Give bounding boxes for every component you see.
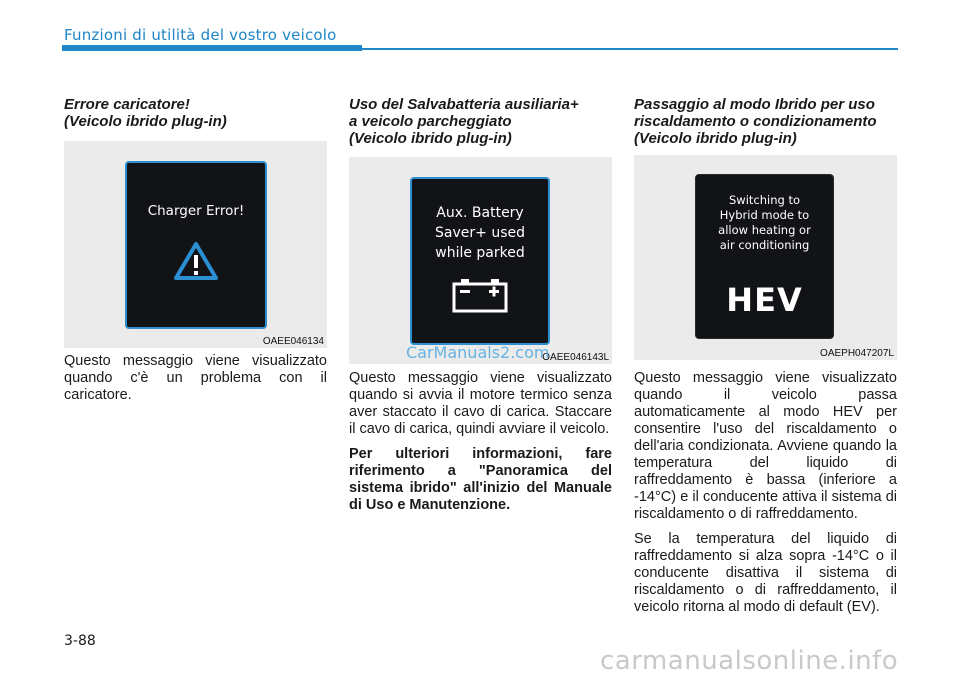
heading-line: Passaggio al modo Ibrido per uso	[634, 96, 875, 113]
section-title: Funzioni di utilità del vostro veicolo	[64, 26, 337, 44]
heading-charger-error	[64, 96, 327, 130]
figure-hybrid-mode	[634, 155, 897, 360]
body-hybrid-mode	[634, 370, 897, 624]
heading-aux-battery	[349, 96, 612, 147]
screen-line: Hybrid mode to	[719, 208, 810, 222]
heading-line: (Veicolo ibrido plug-in)	[64, 113, 227, 130]
heading-line: (Veicolo ibrido plug-in)	[634, 130, 797, 147]
screen-line: while parked	[435, 245, 525, 261]
screen-line: Switching to	[728, 193, 800, 207]
watermark-overlay: CarManuals2.com	[406, 343, 550, 362]
heading-line: riscaldamento o condizionamento	[634, 113, 877, 130]
note-paragraph: Per ulteriori informazioni, fare riferimento a "Panoramica del sistema ibrido" all'inizio del Manuale di Uso e Manutenzione.	[349, 446, 612, 513]
screen-message: Charger Error!	[147, 203, 245, 219]
figure-code: OAEE046143L	[542, 352, 609, 363]
figure-aux-battery	[349, 157, 612, 364]
paragraph: Se la temperatura del liquido di raffreddamento si alza sopra -14°C o il conducente disattiva il sistema di riscaldamento o di raffreddamento, il veicolo ritorna al modo di default (EV).	[634, 531, 897, 615]
paragraph: Questo messaggio viene visualizzato quando c'è un problema con il caricatore.	[64, 353, 327, 403]
cluster-screen	[695, 174, 834, 339]
heading-line: Errore caricatore!	[64, 96, 190, 113]
heading-line: a veicolo parcheggiato	[349, 113, 512, 130]
figure-charger-error	[64, 141, 327, 348]
page-number: 3-88	[64, 633, 96, 649]
paragraph: Questo messaggio viene visualizzato quando il veicolo passa automaticamente al modo HEV per consentire l'uso del riscaldamento o dell'aria condizionata. Avviene quando la temperatura del liquido di raffreddamento è bassa (inferiore a -14°C) e il conducente attiva il sistema di riscaldamento o di raffreddamento.	[634, 370, 897, 522]
screen-line: Aux. Battery	[436, 205, 524, 221]
header-rule-thin	[362, 48, 898, 50]
hev-label: HEV	[726, 281, 803, 319]
screen-line: Saver+ used	[435, 225, 525, 241]
figure-code: OAEE046134	[262, 336, 324, 347]
body-aux-battery	[349, 370, 612, 522]
figure-code: OAEPH047207L	[820, 348, 894, 359]
battery-icon	[452, 277, 508, 313]
header-rule-thick	[62, 45, 362, 51]
cluster-screen	[410, 177, 550, 345]
heading-line: (Veicolo ibrido plug-in)	[349, 130, 512, 147]
warning-triangle-icon	[173, 241, 219, 281]
paragraph: Questo messaggio viene visualizzato quando si avvia il motore termico senza aver staccato il cavo di carica. Staccare il cavo di carica, quindi avviare il veicolo.	[349, 370, 612, 437]
screen-line: air conditioning	[719, 238, 810, 252]
heading-hybrid-mode	[634, 96, 897, 147]
screen-line: allow heating or	[718, 223, 811, 237]
cluster-screen	[125, 161, 267, 329]
body-charger-error	[64, 353, 327, 412]
heading-line: Uso del Salvabatteria ausiliaria+	[349, 96, 579, 113]
watermark-bottom: carmanualsonline.info	[600, 646, 899, 676]
